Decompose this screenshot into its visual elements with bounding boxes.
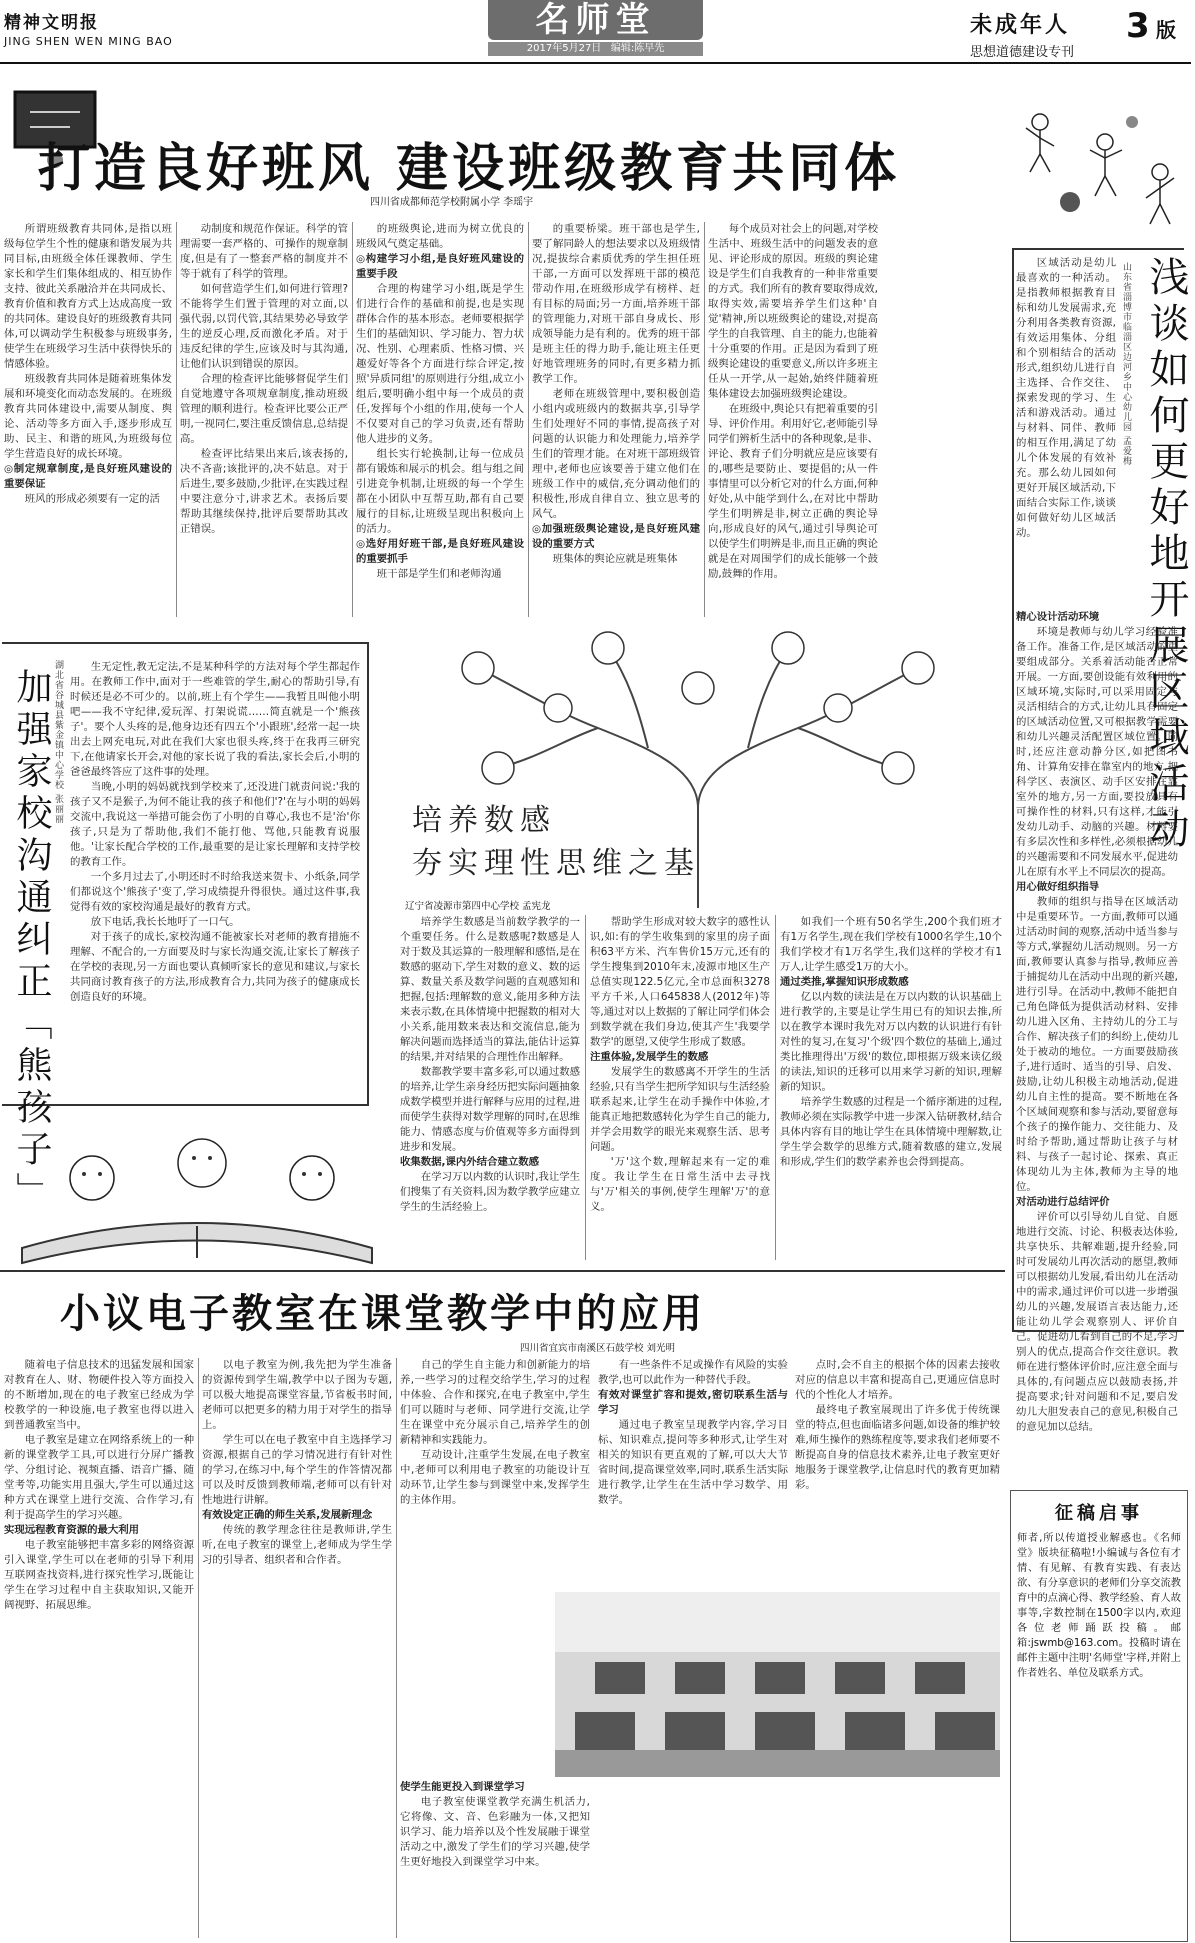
- page-suffix: 版: [1156, 18, 1176, 42]
- subheading: ◎制定规章制度,是良好班风建设的重要保证: [4, 463, 172, 490]
- article3-title: 加强家校沟通纠正「熊孩子」: [11, 668, 52, 1214]
- paragraph: 每个成员对社会上的问题,对学校生活中、班级生活中的问题发表的意见、评论形成的原因。班级的舆论建设是学生们自我教育的一种非常重要的方式。我们所有的教育要取得成效,取得实效,需要培养学生们这种'自觉'精神,所以班级舆论的建设,对提高学生的自我管理、自主的能力,也能着十分重要的作用。正是因为看到了班级舆论建设的重要意义,所以许多班主任从一开学,从一起始,始终伴随着班集体建设去加强班级舆论建设。: [708, 223, 878, 400]
- article4-byline: 辽宁省凌源市第四中心学校 孟宪龙: [405, 901, 551, 912]
- article2-byline: 山东省淄博市临淄区边河乡中心幼儿园 孟爱梅: [1121, 262, 1131, 466]
- subheading: 用心做好组织指导: [1016, 881, 1100, 893]
- dateline: [488, 42, 703, 56]
- article5-col3: [400, 1358, 590, 1588]
- article5-title: 小议电子教室在课堂教学中的应用: [60, 1291, 705, 1337]
- paragraph: 发展学生的数感离不开学生的生活经验,只有当学生把所学知识与生活经验联系起来,让学生在动手操作中体验,才能真正地把数感转化为学生自己的能力,并学会用数学的眼光来观察生活、思考问题。: [590, 1066, 770, 1153]
- paper-name: 精神文明报: [4, 13, 99, 33]
- children-reading-book-icon: [2, 1108, 392, 1268]
- article3-byline: 湖北省谷城县紫金镇中心学校 张丽丽: [53, 660, 63, 824]
- paragraph: 通过电子教室呈现教学内容,学习目标、知识难点,提问等多种形式,让学生对相关的知识有更直观的了解,可以大大节省时间,提高课堂效率,同时,联系生活实际进行教学,让学生在生活中学习数学、用数学。: [598, 1419, 788, 1506]
- article1-col2: [180, 222, 348, 617]
- section-rule: [0, 1270, 1005, 1272]
- paragraph: 当晚,小明的妈妈就找到学校来了,还没进门就责问说:'我的孩子又不是猴子,为何不能让我的孩子和他们'?'在与小明的妈妈交流中,我说这一举措可能会伤了小明的自尊心,我也不是'治'你孩子,只是为了帮助他,我们不能打他、骂他,只能教育说服他。'让家长配合学校的工作,最重要的是让家长理解和支持学校的教育工作。: [70, 781, 360, 868]
- article4-title-line2: 夯实理性思维之基: [412, 846, 700, 881]
- page-number: 3: [1126, 6, 1150, 46]
- paragraph: 以电子教室为例,我先把为学生准备的资源传到学生端,教学中以子图为专题,可以极大地提高课堂容量,节省板书时间,老师可以把更多的精力用于对学生的指导上。: [202, 1359, 392, 1431]
- paragraph: 生无定性,教无定法,不是某种科学的方法对每个学生都起作用。在教师工作中,面对于一些难管的学生,耐心的帮助引导,有时候还是必不可少的。以前,班上有个学生——我暂且叫他小明吧——我不守纪律,爱玩浑、打架说谎……简直就是一个'熊孩子'。要个人头疼的是,他身边还有四五个'小跟班',经常一起一块出去上网充电玩,对此在我们大家也很头疼,终于在我再三研究下,在他请家长开会,对他的家长说了我的看法,家长会后,小明的爸爸最终答应了这件事的处理。: [70, 661, 360, 778]
- column-divider: [396, 1358, 397, 1938]
- article5-byline: 四川省宜宾市南溪区石鼓学校 刘光明: [520, 1343, 676, 1354]
- paragraph: 最终电子教室展现出了许多优于传统课堂的特点,但也面临诸多问题,如设备的维护较难,师生操作的熟练程度等,要求我们老师要不断提高自身的信息技术素养,让电子教室更好地服务于课堂教学,让信息时代的教育更加精彩。: [795, 1404, 1000, 1491]
- article1-col4: [532, 222, 700, 617]
- article2-col1: [1016, 256, 1116, 606]
- paragraph: 培养学生数感的过程是一个循序渐进的过程,教师必须在实际教学中进一步深入钻研教材,结合具体内容有目的地让学生在具体情境中理解数,让学生学会数学的思维方式,随着数感的建立,发展和形成,学生们的数学素养也会得到提高。: [780, 1096, 1002, 1168]
- column-divider: [352, 222, 353, 617]
- paragraph: 评价可以引导幼儿自觉、自愿地进行交流、讨论、积极表达体验,共享快乐、共解难题,提升经验,同时可发展幼儿再次活动的愿望,教师可以根据幼儿发展,看出幼儿在活动中的需求,通过评价可以进一步增强幼儿的兴趣,发展语言表达能力,还能让幼儿学会观察别人、评价自己。促进幼儿看到自己的不足,学习别人的优点,提高合作交往意识。教师在进行整体评价时,应注意全面与具体的,有问题点应以鼓励表扬,并提高要求;针对问题和不足,要启发幼儿大胆发表自己的意见,积极自己的意见加以总结。: [1016, 1211, 1178, 1433]
- article5-col2: [202, 1358, 392, 1938]
- header-rule: [0, 62, 1191, 64]
- paragraph: 在学习万以内数的认识时,我让学生们搜集了有关资料,因为数学教学应建立学生的生活经验上。: [400, 1171, 580, 1213]
- paragraph: '万'这个数,理解起来有一定的难度。我让学生在日常生活中去寻找与'万'相关的事例,使学生理解'万'的意义。: [590, 1156, 770, 1213]
- paragraph: 所谓班级教育共同体,是指以班级每位学生个性的健康和谐发展为共同目标,由班级全体任课教师、学生家长和学生们集体组成的、相互协作支持、彼此关系融洽并在共同成长、教育价值和教育方式上达成高度一致的共同体。建设良好的班级教育共同体,可以调动学生积极参与班级事务,使学生在班级学习生活中获得快乐的情感体验。: [4, 223, 172, 370]
- paragraph: 培养学生数感是当前数学教学的一个重要任务。什么是数感呢?数感是人对于数及其运算的一般理解和感悟,是在数感的驱动下,学生对数的意义、数的运算、数量关系及数学问题的直观感知和把握,包括:理解数的意义,能用多种方法来表示数,在具体情境中把握数的相对大小关系,能用数来表达和交流信息,能为解决问题而选择适当的算法,能估计运算的结果,并对结果的合理性作出解释。: [400, 916, 580, 1063]
- paragraph: 电子教室能够把丰富多彩的网络资源引入课堂,学生可以在老师的引导下利用互联网查找资料,进行探究性学习,既能让学生在学习过程中自主获取知识,又能开阔视野、拓展思维。: [4, 1539, 194, 1611]
- article1-col5: [708, 222, 878, 617]
- article1-title: 打造良好班风 建设班级教育共同体: [38, 138, 901, 199]
- subheading: ◎构建学习小组,是良好班风建设的重要手段: [356, 253, 524, 280]
- column-divider: [585, 915, 586, 1260]
- paragraph: 老师在班级管理中,要积极创造小组内或班级内的数据共享,引导学生们处理好不同的事情,提高孩子对问题的认识能力和处理能力,培养学生们的管理才能。在对班干部班级管理中,老师也应该要善于建立他们在班级工作中的威信,充分调动他们的积极性,形成自律自立、独立思考的风气。: [532, 388, 700, 520]
- article4-col3: [780, 915, 1002, 1260]
- subheading: 有效设定正确的师生关系,发展新理念: [202, 1509, 373, 1521]
- column-subtitle: 思想道德建设专刊: [970, 45, 1075, 60]
- paragraph: 如我们一个班有50名学生,200个我们班才有1万名学生,现在我们学校有1000名学生,10个我们学校才有1万名学生,我们这样的学校才有1万人,让学生感受1万的大小。: [780, 916, 1002, 973]
- article5-col4: [598, 1358, 788, 1588]
- paragraph: 动制度和规范作保证。科学的管理需要一套严格的、可操作的规章制度,但是有了一整套严格的制度并不等于就有了科学的管理。: [180, 223, 348, 280]
- masthead-left: [4, 8, 244, 48]
- paragraph: 检查评比结果出来后,该表扬的,决不吝啬;该批评的,决不姑息。对于后进生,要多鼓励,少批评,在实践过程中要注意分寸,讲求艺术。表扬后要帮助其继续保持,批评后要帮助其改正错误。: [180, 448, 348, 535]
- paragraph: 亿以内数的读法是在万以内数的认识基础上进行教学的,主要是让学生用已有的知识去推,所以在教学本课时我先对万以内数的认识进行有针对性的复习,在复习'个级'四个数位的基础上,通过类比推理得出'万级'的数位,即根据万级来读亿级的读法,知识的迁移可以用来学习新的知识,理解新的知识。: [780, 991, 1002, 1093]
- paragraph: 有一些条件不足或操作有风险的实验教学,也可以此作为一种替代手段。: [598, 1359, 788, 1386]
- column-divider: [198, 1358, 199, 1938]
- subheading: 精心设计活动环境: [1016, 611, 1100, 623]
- paragraph: 班级教育共同体是随着班集体发展和环境变化而动态发展的。在班级教育共同体建设中,需要从制度、舆论、活动等多方面入手,逐步形成互助、民主、和谐的班风,为班级每位学生营造良好的成长环境。: [4, 373, 172, 460]
- article5-col3b: [400, 1780, 590, 1938]
- paragraph: 互动设计,注重学生发展,在电子教室中,老师可以利用电子教室的功能设计互动环节,让学生参与到课堂中来,发挥学生的主体作用。: [400, 1449, 590, 1506]
- paragraph: 班风的形成必须要有一定的活: [24, 493, 160, 505]
- paragraph: 电子教室是建立在网络系统上的一种新的课堂教学工具,可以进行分屏广播教学、分组讨论、视频直播、语音广播、随堂考等,功能实用且强大,学生可以通过这种方式在课堂上进行交流、合作学习,有利于提高学生的学习兴趣。: [4, 1434, 194, 1521]
- article1-byline: 四川省成都师范学校附属小学 李瑶宇: [370, 197, 534, 208]
- paragraph: 区域活动是幼儿最喜欢的一种活动。是指教师根据教育目标和幼儿发展需求,充分利用各类教育资源,有效运用集体、分组和个别相结合的活动形式,组织幼儿进行自主选择、合作交往、探索发现的学习、生活和游戏活动。通过与材料、同伴、教师的相互作用,满足了幼儿个体发展的有效补充。那么幼儿园如何更好开展区域活动,下面结合实际工作,谈谈如何做好幼儿区域活动。: [1016, 257, 1116, 539]
- article1-col3: [356, 222, 524, 617]
- paragraph: 传统的教学理念往往是教师讲,学生听,在电子教室的课堂上,老师成为学生学习的引导者、组织者和合作者。: [202, 1524, 392, 1566]
- article5-col1: [4, 1358, 194, 1938]
- paragraph: 班集体的舆论应就是班集体: [552, 553, 678, 565]
- call-for-papers-box: [1010, 1490, 1188, 1942]
- article3-body: [70, 660, 360, 1096]
- subheading: 实现远程教育资源的最大利用: [4, 1524, 140, 1536]
- paragraph: 学生可以在电子教室中自主选择学习资源,根据自己的学习情况进行有针对性的学习,在练习中,每个学生的作答情况都可以及时反馈到教师端,老师可以有针对性地进行讲解。: [202, 1434, 392, 1506]
- subheading: 收集数据,课内外结合建立数感: [400, 1156, 540, 1168]
- paragraph: 如何营造学生们,如何进行管理?不能将学生们置于管理的对立面,以强代弱,以罚代管,其结果势必导致学生的逆反心理,反而激化矛盾。对于违反纪律的学生,应该及时与其沟通,让他们认识到错误的原因。: [180, 283, 348, 370]
- column-name: 未成年人: [970, 13, 1071, 38]
- article4-col1: [400, 915, 580, 1260]
- paragraph: 一个多月过去了,小明还时不时给我送来贺卡、小纸条,同学们都说这个'熊孩子'变了,学习成绩提升得很快。通过这件事,我觉得有效的家校沟通是最好的教育方式。: [70, 871, 360, 913]
- article4-title-line1: 培养数感: [412, 803, 556, 838]
- column-divider: [704, 222, 705, 617]
- paragraph: 对于孩子的成长,家校沟通不能被家长对老师的教育措施不理解、不配合的,一方面要及时与家长沟通交流,让家长了解孩子在学校的表现,另一方面也要认真倾听家长的意见和建议,与家长共同商讨教育孩子的方法,形成教育合力,共同为孩子的健康成长创造良好的环境。: [70, 931, 360, 1003]
- paragraph: 班干部是学生们和老师沟通: [376, 568, 502, 580]
- article2-col2: [1016, 610, 1178, 1433]
- paragraph: 的重要桥梁。班干部也是学生,要了解同龄人的想法要求以及班级情况,提拔综合素质优秀的学生担任班干部,一方面可以发挥班干部的模范带动作用,在班级形成学有榜样、赶有目标的局面;另一方面,培养班干部的管理能力,对班干部自身成长、形成领导能力是有利的。优秀的班干部是班主任的得力助手,能让班主任更好地管理班务的同时,有更多精力抓教学工作。: [532, 223, 700, 385]
- paragraph: 合理的构建学习小组,既是学生们进行合作的基础和前提,也是实现群体合作的基本形态。老师要根据学生们的基础知识、学习能力、智力状况、性别、心理素质、性格习惯、兴趣爱好等各个方面进行综合评定,按照'异质同组'的原则进行分组,成立小组后,要明确小组中每一个成员的责任,发挥每个小组的作用,使每一个人不仅要对自己的学习负责,还有帮助他人进步的义务。: [356, 283, 524, 445]
- paragraph: 教师的组织与指导在区域活动中是重要环节。一方面,教师可以通过活动时间的观察,活动中适当参与等方式,掌握幼儿活动规则。另一方面,教师要认真参与指导,教师应善于捕捉幼儿在活动中出现的新兴趣,进行引导。在活动中,教师不能把自己角色降低为提供活动材料、安排幼儿进入区角、主持幼儿的分工与合作、解决孩子们的纠纷上,使幼儿处于被动的地位。一方面要鼓励孩子,进行适时、适当的引导、启发、鼓励,让幼儿积极主动地活动,促进幼儿自主性的提高。要不断地在各个区域间观察和参与活动,要留意每个孩子的操作能力、交往能力、及时给予帮助,通过帮助让孩子与材料、与孩子一起讨论、探索、真正体现幼儿为主体,教师为主导的地位。: [1016, 896, 1178, 1193]
- notice-title: 征稿启事: [1055, 1503, 1143, 1524]
- children-playing-icon: [1010, 92, 1185, 242]
- paragraph: 合理的检查评比能够督促学生们自觉地遵守各项规章制度,推动班级管理的顺利进行。检查评比要公正严明,一视同仁,要注重反馈信息,总结提高。: [180, 373, 348, 445]
- paper-pinyin: JING SHEN WEN MING BAO: [4, 35, 173, 48]
- paragraph: 点时,会不自主的根据个体的因素去接收对应的信息以丰富和提高自己,更通应信息时代的个性化人才培养。: [795, 1359, 1000, 1401]
- paragraph: 随着电子信息技术的迅猛发展和国家对教育在人、财、物硬件投入等方面投入的不断增加,现在的电子教室已经成为学校教学的一种设施,电子教室也得以进入到普通教室当中。: [4, 1359, 194, 1431]
- column-divider: [775, 915, 776, 1260]
- column-header: [970, 8, 1186, 60]
- computer-classroom-photo-icon: [555, 1592, 1000, 1777]
- subheading: 使学生能更投入到课堂学习: [400, 1781, 525, 1793]
- subheading: 注重体验,发展学生的数感: [590, 1051, 709, 1063]
- article4-col2: [590, 915, 770, 1260]
- column-divider: [176, 222, 177, 617]
- article2-title: 浅谈如何更好地开展区域活动: [1143, 256, 1189, 854]
- issue-date: 2017年5月27日: [526, 43, 602, 54]
- section-banner: 名师堂: [488, 0, 703, 40]
- subheading: 通过类推,掌握知识形成数感: [780, 976, 909, 988]
- paragraph: 组长实行轮换制,让每一位成员都有锻炼和展示的机会。组与组之间引进竞争机制,让班级的每一个学生都在小团队中互帮互助,都有自己要履行的目标,让班级呈现出积极向上的活力。: [356, 448, 524, 535]
- subheading: 有效对课堂扩容和提效,密切联系生活与学习: [598, 1389, 788, 1416]
- paragraph: 放下电话,我长长地吁了一口气。: [90, 916, 240, 928]
- editor-credit: 编辑:陈早先: [610, 43, 665, 54]
- paragraph: 自己的学生自主能力和创新能力的培养,一些学习的过程交给学生,学习的过程中体验、合作和探究,在电子教室中,学生们可以随时与老师、同学进行交流,让学生在课堂中充分展示自己,培养学生的创新精神和实践能力。: [400, 1359, 590, 1446]
- article5-col5: [795, 1358, 1000, 1588]
- paragraph: 帮助学生形成对较大数字的感性认识,如:有的学生收集到的家里的房子面积63平方米、汽车售价15万元,还有的学生搜集到2010年末,凌源市地区生产总值实现122.5亿元,全市总面积3278平方千米,人口645838人(2012年)等等,通过对以上数据的了解让同学们体会到数学就在我们身边,使其产生'我要学数学'的愿望,又使学生形成了数感。: [590, 916, 770, 1048]
- column-divider: [528, 222, 529, 617]
- subheading: ◎加强班级舆论建设,是良好班风建设的重要方式: [532, 523, 700, 550]
- paragraph: 环境是教师与幼儿学习经验准备工作。准备工作,是区域活动的重要组成部分。关系着活动能否正常开展。一方面,要创设能有效利用的区域环境,实际时,可以采用固定与灵活相结合的方式,让幼儿具有固定的区域活动位置,又可根据教学需要和幼儿兴趣灵活配置区域位置。同时,还应注意动静分区,如把图书角、计算角安排在靠室内的地方,把科学区、表演区、动手区安排在靠室外的地方,另一方面,要投放具有可操作性的材料,只有这样,才能引发幼儿动手、动脑的兴趣。材料要有多层次性和多样性,必须根据幼儿的兴趣需要和不同发展水平,促进幼儿在原有水平上不同层次的提高。: [1016, 626, 1178, 878]
- paragraph: 的班级舆论,进而为树立优良的班级风气奠定基础。: [356, 223, 524, 250]
- paragraph: 电子教室使课堂教学充满生机活力,它将像、文、音、色彩融为一体,又把知识学习、能力培养以及个性发展融于课堂活动之中,激发了学生们的学习兴趣,使学生更好地投入到课堂学习中来。: [400, 1796, 590, 1868]
- paragraph: 数都教学要丰富多彩,可以通过数感的培养,让学生亲身经历把实际问题抽象成数学模型并进行解释与应用的过程,进而使学生获得对数学理解的同时,在思维能力、情感态度与价值观等多方面得到进步和发展。: [400, 1066, 580, 1153]
- subheading: 对活动进行总结评价: [1016, 1196, 1110, 1208]
- subheading: ◎选好用好班干部,是良好班风建设的重要抓手: [356, 538, 524, 565]
- notice-body: 师者,所以传道授业解惑也。《名师堂》版块征稿啦!小编诚与各位有才情、有见解、有教育实践、有表达欲、有分享意识的老师们分享交流教育中的点滴心得、教学经验、育人故事等,字数控制在1500字以内,欢迎各位老师踊跃投稿。邮箱:jswmb@163.com。投稿时请在邮件主题中注明'名师堂'字样,并附上作者姓名、单位及联系方式。: [1017, 1533, 1181, 1679]
- paragraph: 在班级中,舆论只有把着重要的引导、评价作用。利用好它,老师能引导同学们辨析生活中的各种现象,是非、评论、教育子们分明就应是应该要有的,哪些是要防止、要提倡的;从一件事情里可以分析它对的什么方面,何种好处,从中能学到什么,在对比中帮助学生们明辨是非,树立正确的舆论导向,形成良好的风气,通过引导舆论可以使学生们明辨是非,而且正确的舆论就是在对周围学们的成长能够一个鼓励,鼓舞的作用。: [708, 403, 878, 580]
- article1-col1: [4, 222, 172, 617]
